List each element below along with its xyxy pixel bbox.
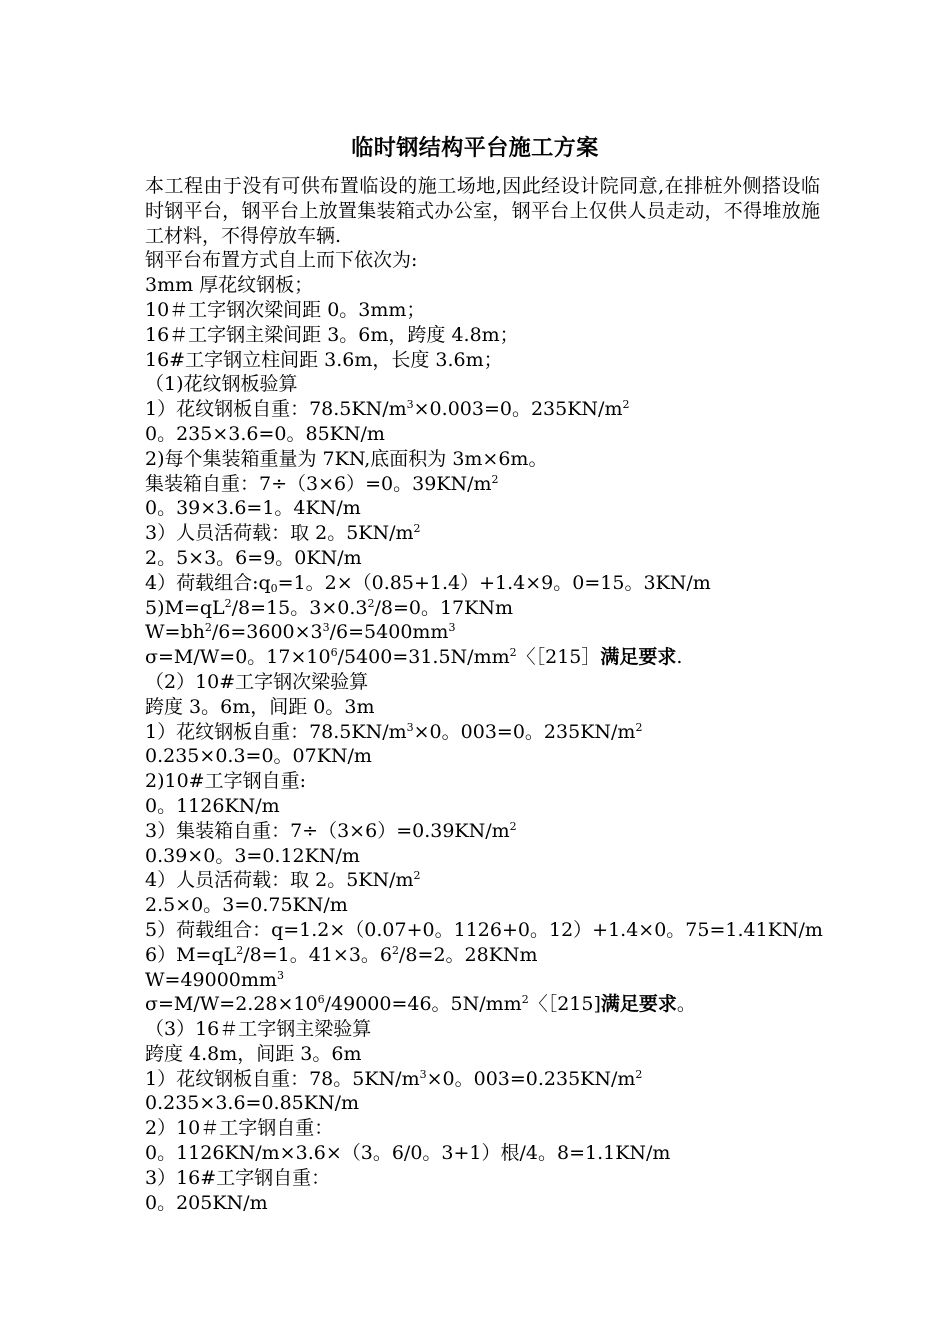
calc-line: 0。39×3.6=1。4KN/m xyxy=(145,497,361,520)
calc-line: 2)10#工字钢自重: xyxy=(145,770,306,793)
calc-line: 1）花纹钢板自重：$78.5KN/m^3\times 0$。003=0。$235KN/m^2$ xyxy=(145,720,643,743)
calc-line: 0.39×0。3=0.12KN/m xyxy=(145,844,360,867)
calc-line: 4）人员活荷载：取 2。$5KN/m^2$ xyxy=(145,869,421,892)
calc-line: 2)每个集装箱重量为 7KN,底面积为 3m×6m。 xyxy=(145,447,548,470)
calc-line: 跨度 4.8m，间距 3。6m xyxy=(145,1042,362,1065)
calc-line: 3）16#工字钢自重： xyxy=(145,1166,331,1189)
calc-line: $\sigma=M/W=2.28\times 10^6/49000=46$。$5N/mm^2$〈［215]满足要求。 xyxy=(145,993,696,1016)
calc-line: $W=bh^2/6=3600\times 3^3/6=5400mm^3$ xyxy=(145,621,456,644)
layout-heading: 钢平台布置方式自上而下依次为: xyxy=(145,249,418,272)
layer-line: 16＃工字钢主梁间距 3。6m，跨度 4.8m； xyxy=(145,323,519,346)
calc-line: 4）荷载组合$:q_0=1$。2×（0.85+1.4）+1.4×9。0=15。3KN/m xyxy=(145,571,711,595)
requirement-met-text: 满足要求 xyxy=(600,646,677,669)
section-heading: （2）10#工字钢次梁验算 xyxy=(145,670,369,693)
calc-line: 2。5×3。6=9。0KN/m xyxy=(145,546,362,569)
calc-line: 2.5×0。3=0.75KN/m xyxy=(145,894,348,917)
calc-line: 3）集装箱自重：$7\div(3\times 6)=0.39KN/m^2$ xyxy=(145,819,517,842)
calc-line: 1）花纹钢板自重：78。$5KN/m^3\times 0$。$003=0.235KN/m^2$ xyxy=(145,1067,643,1090)
layer-line: 16#工字钢立柱间距 3.6m，长度 3.6m； xyxy=(145,348,503,371)
calc-line: 0.235×0.3=0。07KN/m xyxy=(145,745,372,768)
calc-line: 集装箱自重：7÷（3×6）=0。$39KN/m^2$ xyxy=(145,472,499,495)
layer-line: 3mm 厚花纹钢板； xyxy=(145,274,314,297)
calc-line: σ=M/W=0。$17\times 10^6/5400=31.5N/mm^2$〈［215］满足要求. xyxy=(145,646,683,669)
intro-paragraph: 本工程由于没有可供布置临设的施工场地,因此经设计院同意,在排桩外侧搭设临时钢平台，钢平台上放置集装箱式办公室，钢平台上仅供人员走动，不得堆放施工材料，不得停放车辆. xyxy=(145,175,820,247)
calc-line: 0.235×3.6=0.85KN/m xyxy=(145,1092,359,1115)
calc-line: 3）人员活荷载：取 2。$5KN/m^2$ xyxy=(145,522,421,545)
calc-line: 跨度 3。6m，间距 0。3m xyxy=(145,695,375,718)
layer-line: 10＃工字钢次梁间距 0。3mm； xyxy=(145,298,426,321)
document-body xyxy=(145,174,823,1215)
requirement-met-text: 满足要求 xyxy=(600,993,677,1016)
calc-line: 0。235×3.6=0。85KN/m xyxy=(145,422,385,445)
calc-line: $6)M=qL^2/8=1$。41×3。$6^2/8=2$。28KNm xyxy=(145,943,538,966)
calc-line: 2）10＃工字钢自重： xyxy=(145,1117,334,1140)
calc-line: $5)M=qL^2/8=15$。$3\times 0.3^2/8=0$。17KNm xyxy=(145,596,513,619)
calc-line: 0。1126KN/m×3.6×（3。6/0。3+1）根/4。8=1.1KN/m xyxy=(145,1142,671,1165)
calc-line: 0。205KN/m xyxy=(145,1191,268,1214)
section-heading: （3）16＃工字钢主梁验算 xyxy=(145,1018,372,1041)
calc-line: 1）花纹钢板自重：$78.5KN/m^3\times 0.003=0$。$235KN/m^2$ xyxy=(145,398,630,421)
section-heading: （1)花纹钢板验算 xyxy=(145,373,298,396)
calc-line: 0。1126KN/m xyxy=(145,794,280,817)
page-title: 临时钢结构平台施工方案 xyxy=(351,136,599,161)
calc-line: $W=49000mm^3$ xyxy=(145,968,284,991)
calc-line: 5）荷载组合：q=1.2×（0.07+0。1126+0。12）+1.4×0。75=1.41KN/m xyxy=(145,918,823,941)
